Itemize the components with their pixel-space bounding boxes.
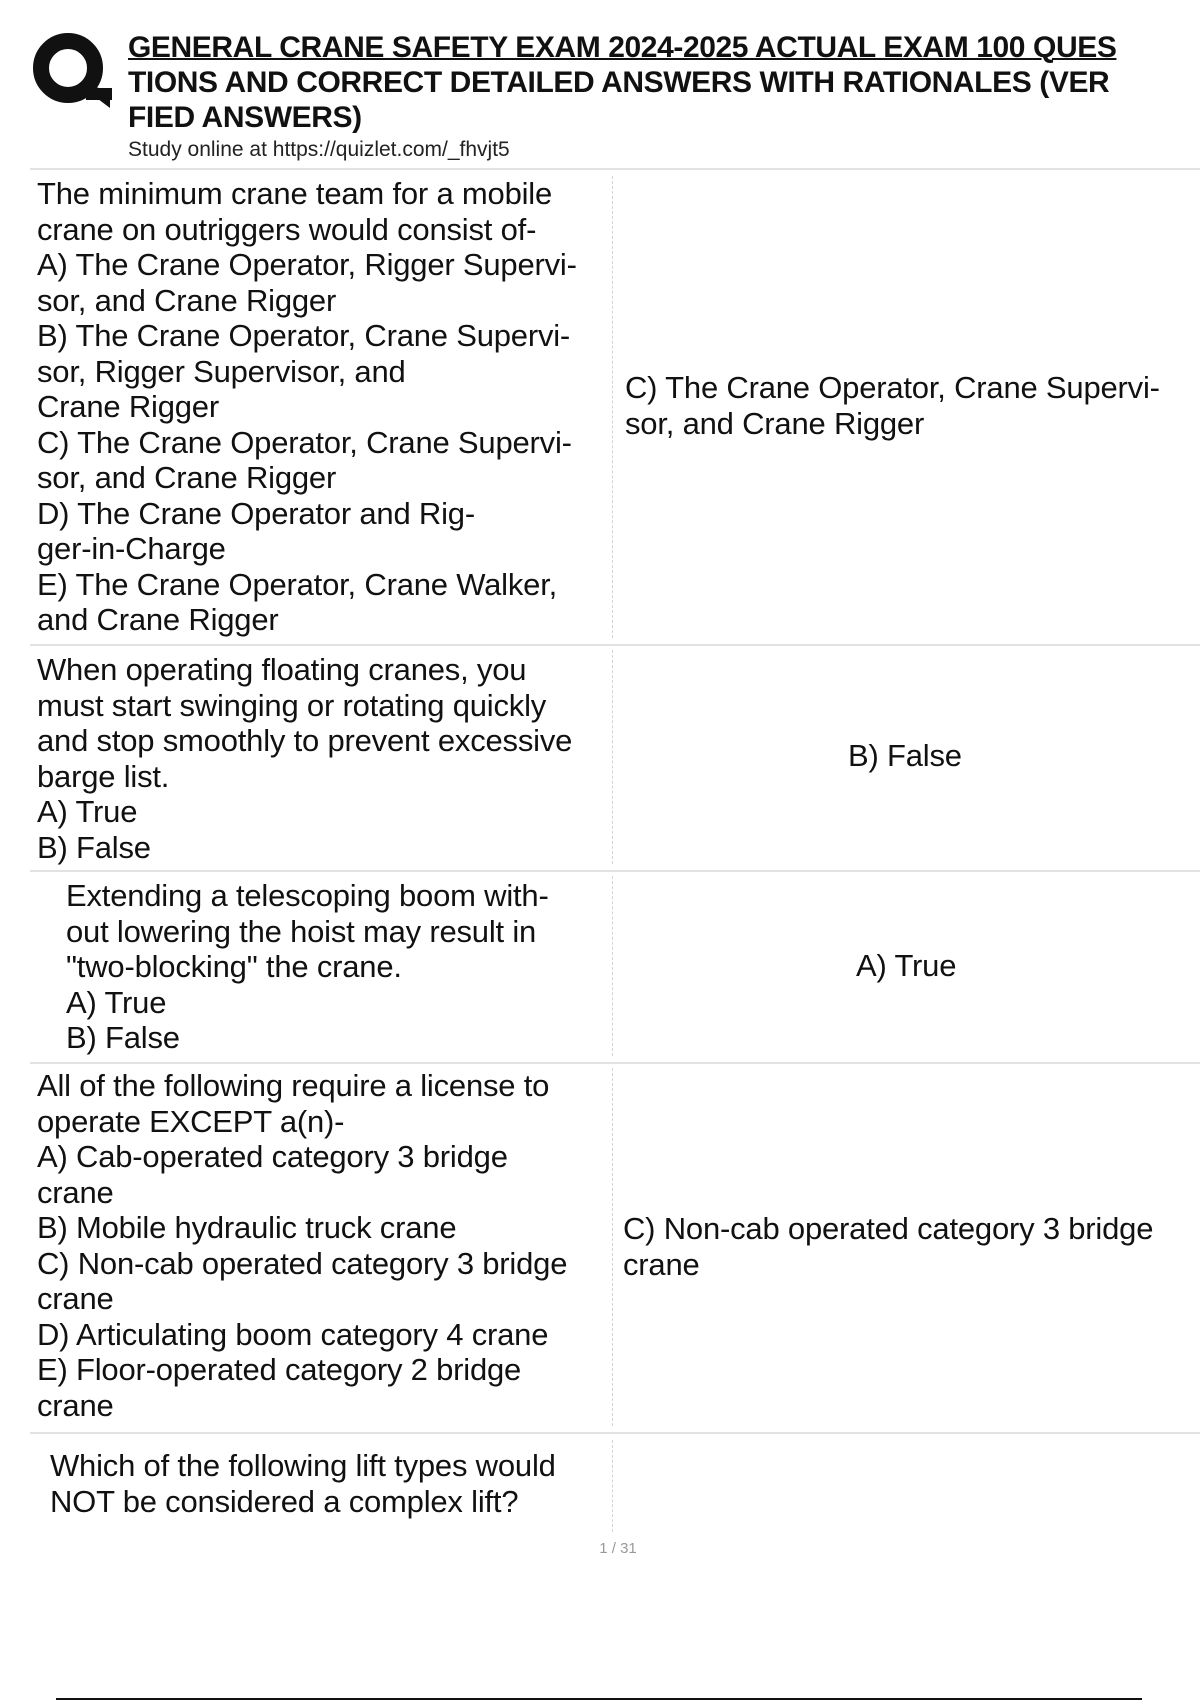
answer-text: B) False (848, 738, 962, 773)
column-divider (612, 876, 613, 1056)
column-divider (612, 650, 613, 864)
question-text: Which of the following lift types would NOT be considered a complex lift? (50, 1448, 556, 1519)
header-divider (30, 168, 1200, 170)
question-text: The minimum crane team for a mobile crane on outriggers would consist of- A) The Crane Operator, Rigger Supervi- sor, and Crane Rigger B) The Crane Operator, Crane Supervi- sor, Rigger Supervisor, and Crane Rigger C) The Crane Operator, Crane Supervi- sor, and Crane Rigger D) The Crane Operator and Rig- ger-in-Charge E) The Crane Operator, Crane Walker, and Crane Rigger (37, 176, 577, 637)
study-url: Study online at https://quizlet.com/_fhvjt5 (128, 138, 510, 161)
flashcard-row (30, 172, 1200, 646)
flashcard-row (30, 1064, 1200, 1434)
question-text: All of the following require a license to operate EXCEPT a(n)- A) Cab-operated category 3 bridge crane B) Mobile hydraulic truck crane C) Non-cab operated category 3 bridge crane D) Articulating boom category 4 crane E) Floor-operated category 2 bridge crane (37, 1068, 568, 1423)
quizlet-q-logo-icon (30, 28, 112, 112)
title-line: TIONS AND CORRECT DETAILED ANSWERS WITH RATIONALES (VER (128, 66, 1110, 99)
flashcard-row (30, 1434, 1200, 1532)
question-text: When operating floating cranes, you must start swinging or rotating quickly and stop smoothly to prevent excessive barge list. A) True B) False (37, 652, 573, 865)
column-divider (612, 1440, 613, 1532)
question-text: Extending a telescoping boom with- out lowering the hoist may result in "two-blocking" the crane. A) True B) False (66, 878, 549, 1055)
title-line: GENERAL CRANE SAFETY EXAM 2024-2025 ACTUAL EXAM 100 QUES (128, 31, 1117, 64)
answer-text: C) The Crane Operator, Crane Supervi- sor, and Crane Rigger (625, 370, 1160, 441)
column-divider (612, 176, 613, 638)
page-number: 1 / 31 (599, 1540, 637, 1557)
answer-text: C) Non-cab operated category 3 bridge crane (623, 1211, 1154, 1282)
flashcard-row (30, 872, 1200, 1064)
title-line: FIED ANSWERS) (128, 101, 362, 134)
document-title (128, 30, 1200, 135)
answer-text: A) True (856, 948, 957, 983)
column-divider (612, 1068, 613, 1426)
flashcard-row (30, 646, 1200, 872)
